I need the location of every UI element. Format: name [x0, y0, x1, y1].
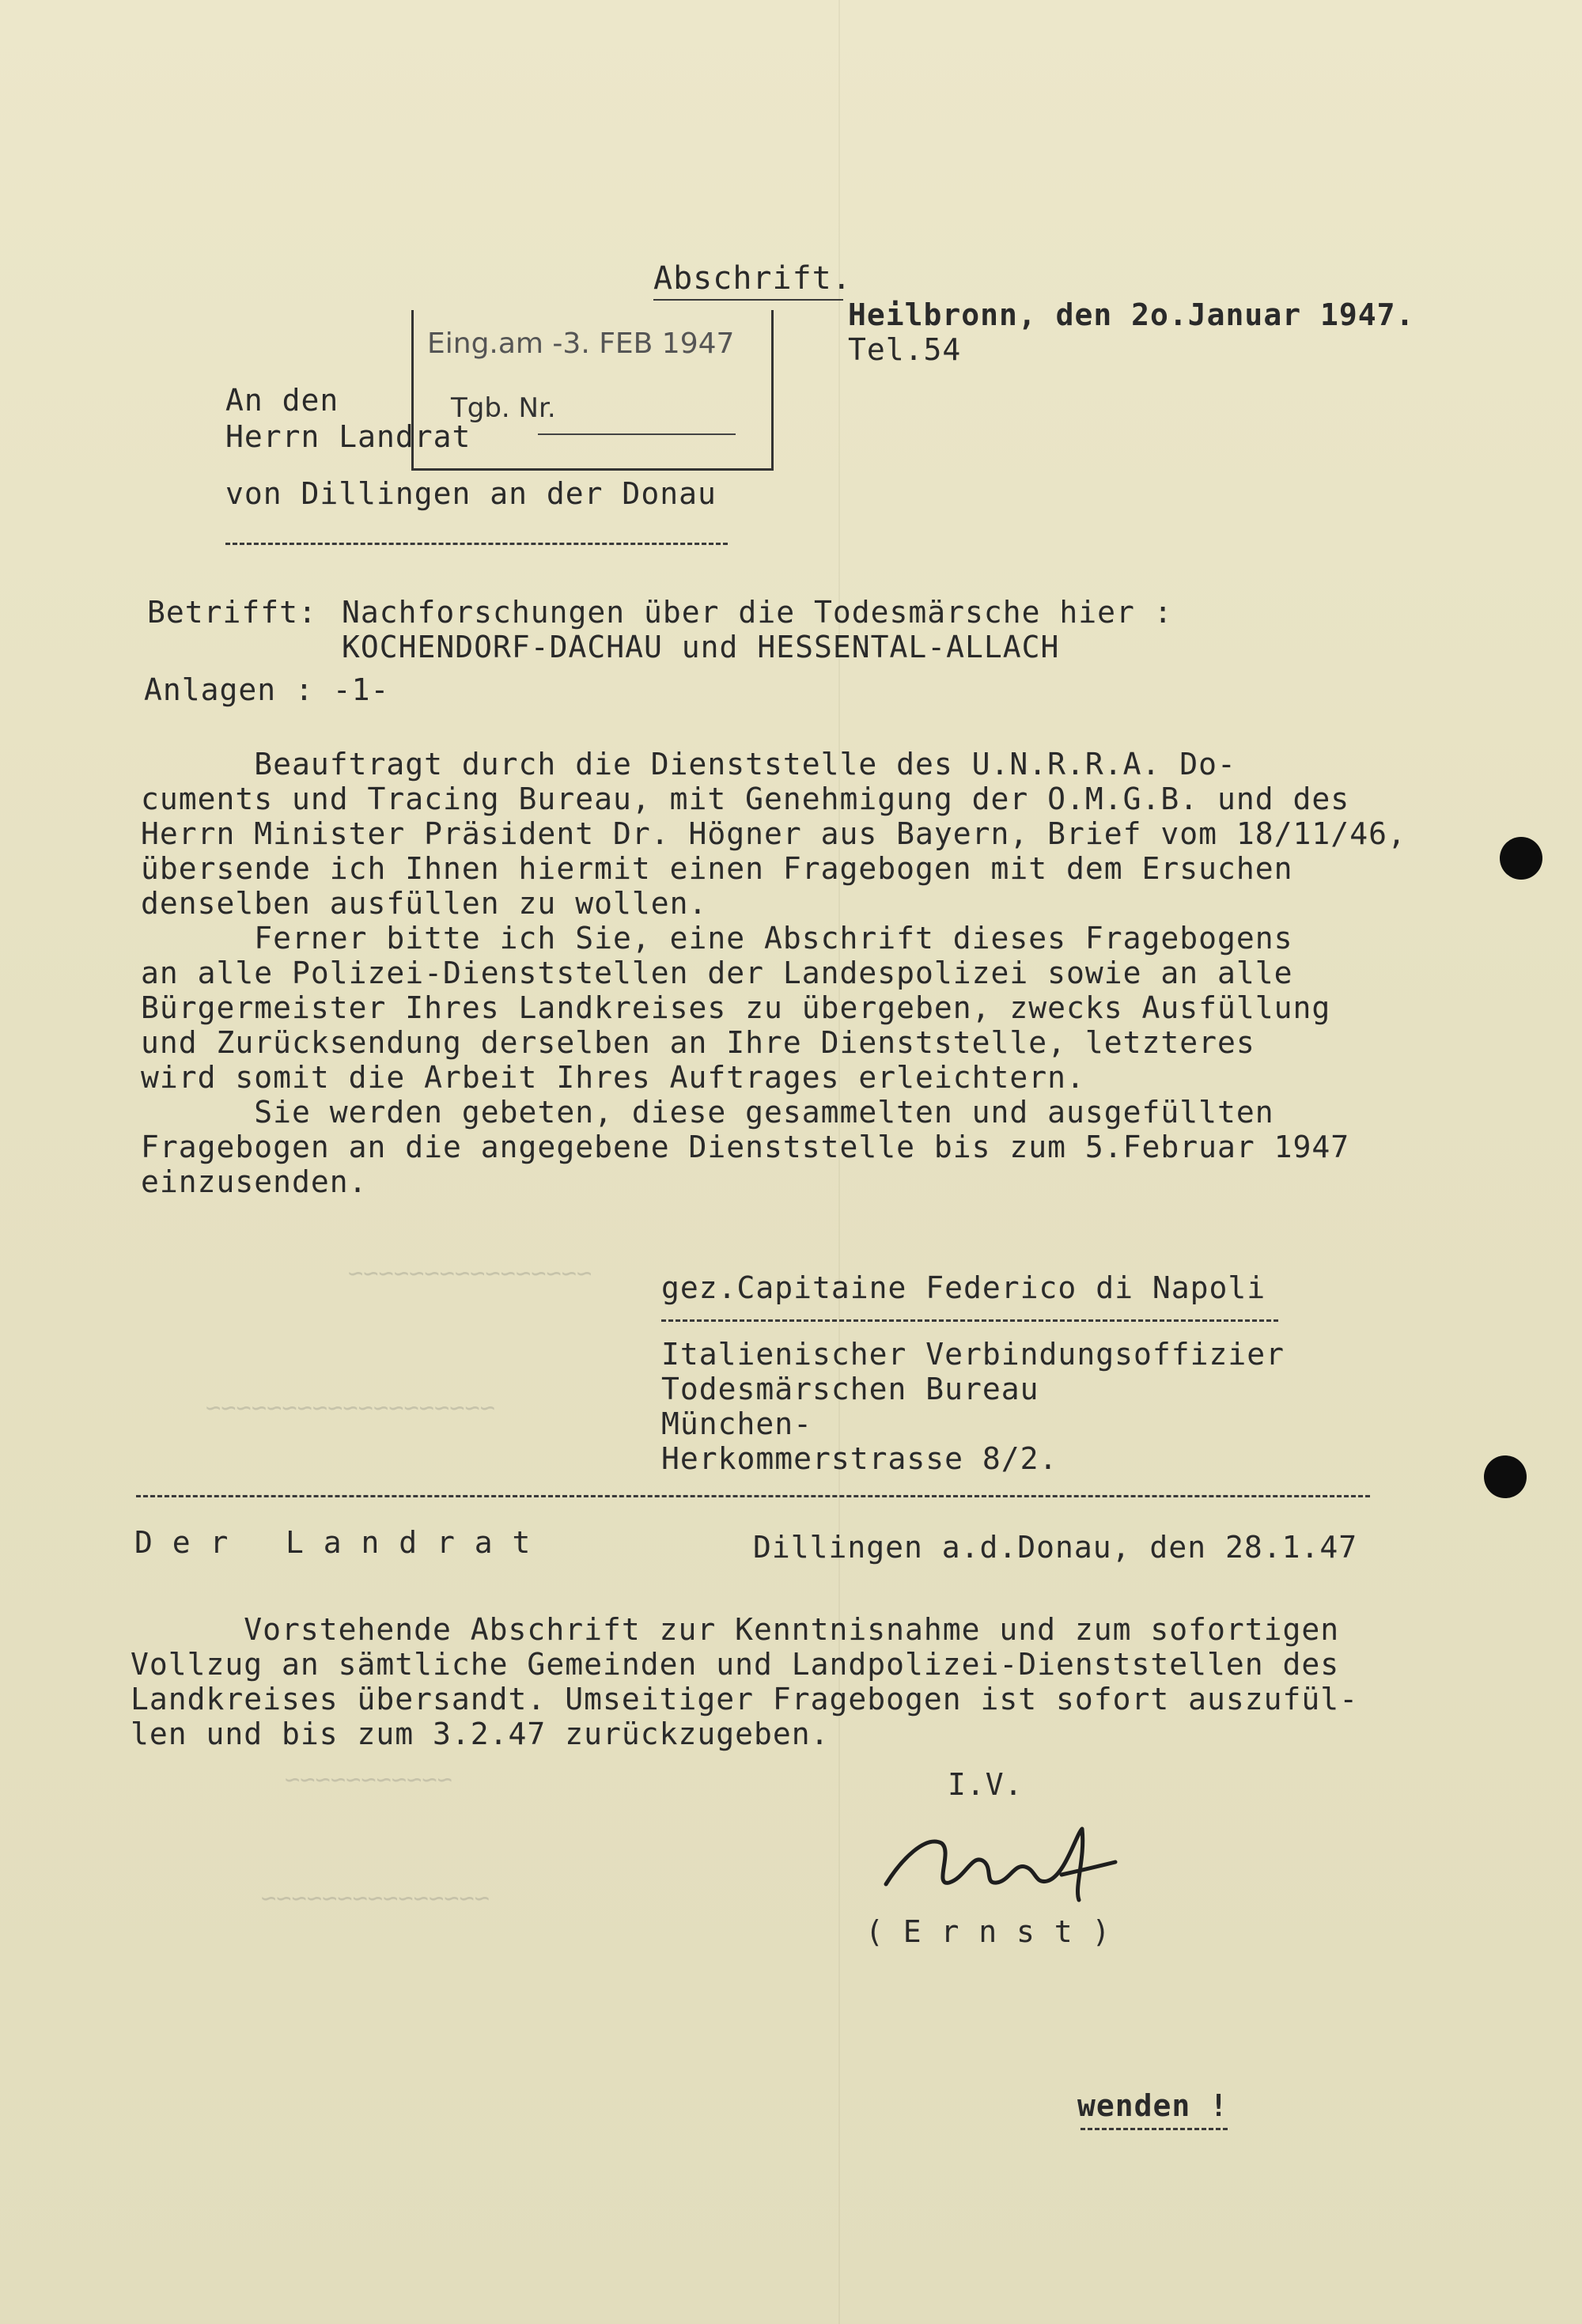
landrat-place-date: Dillingen a.d.Donau, den 28.1.47: [753, 1530, 1358, 1565]
body-line: wird somit die Arbeit Ihres Auftrages erleichtern.: [141, 1060, 1085, 1095]
landrat-heading: D e r L a n d r a t: [134, 1525, 532, 1560]
body-line: einzusenden.: [141, 1164, 368, 1199]
recipient-line-3: von Dillingen an der Donau: [225, 476, 717, 511]
recipient-line-1: An den: [225, 383, 339, 418]
stamp-tgb-line: [538, 433, 736, 435]
body-line: Ferner bitte ich Sie, eine Abschrift dieses Fragebogens: [141, 921, 1293, 956]
signer-title: Italienischer Verbindungsoffizier: [661, 1337, 1285, 1372]
body-line: Sie werden gebeten, diese gesammelten und ausgefüllten: [141, 1095, 1274, 1130]
punch-hole-top: [1500, 837, 1542, 880]
recipient-divider: [225, 543, 728, 545]
punch-hole-bottom: [1484, 1455, 1527, 1498]
body-line: Herrn Minister Präsident Dr. Högner aus Bayern, Brief vom 18/11/46,: [141, 816, 1406, 851]
iv-label: I.V.: [948, 1767, 1024, 1802]
body-line: denselben ausfüllen zu wollen.: [141, 886, 708, 921]
stamp-received-date: Eing.am -3. FEB 1947: [427, 327, 735, 360]
handwritten-signature: [878, 1811, 1131, 1914]
signed-by: gez.Capitaine Federico di Napoli: [661, 1270, 1266, 1305]
signed-by-underline: [661, 1319, 1278, 1322]
body-line: cuments und Tracing Bureau, mit Genehmigung der O.M.G.B. und des: [141, 782, 1350, 816]
location-date: Heilbronn, den 2o.Januar 1947.: [848, 297, 1415, 332]
signer-office: Todesmärschen Bureau: [661, 1372, 1039, 1406]
signer-name: ( E r n s t ): [865, 1914, 1111, 1949]
document-title: Abschrift.: [653, 260, 852, 297]
body-line: übersende ich Ihnen hiermit einen Fragebogen mit dem Ersuchen: [141, 851, 1293, 886]
subject-label: Betrifft:: [147, 595, 317, 630]
telephone: Tel.54: [848, 332, 962, 367]
landrat-body-line: Vollzug an sämtliche Gemeinden und Landpolizei-Dienststellen des: [131, 1647, 1340, 1682]
body-line: und Zurücksendung derselben an Ihre Dienststelle, letzteres: [141, 1025, 1255, 1060]
subject-line-1: Nachforschungen über die Todesmärsche hier :: [342, 595, 1173, 630]
showthrough-mark: ~~~~~~~~~~~~~~~: [261, 1883, 490, 1913]
body-line: an alle Polizei-Dienststellen der Landespolizei sowie an alle: [141, 956, 1293, 990]
stamp-tgb-number: Tgb. Nr.: [451, 392, 556, 424]
showthrough-mark: ~~~~~~~~~~~: [285, 1764, 452, 1794]
signer-street: Herkommerstrasse 8/2.: [661, 1441, 1058, 1476]
landrat-body-line: len und bis zum 3.2.47 zurückzugeben.: [131, 1717, 830, 1751]
recipient-line-2: Herrn Landrat: [225, 419, 471, 454]
showthrough-mark: ~~~~~~~~~~~~~~~~~~~: [206, 1392, 496, 1422]
body-line: Beauftragt durch die Dienststelle des U.N.R.R.A. Do-: [141, 747, 1236, 782]
landrat-body-line: Vorstehende Abschrift zur Kenntnisnahme und zum sofortigen: [131, 1612, 1340, 1647]
section-divider: [136, 1495, 1370, 1497]
showthrough-mark: ~~~~~~~~~~~~~~~~: [348, 1258, 592, 1288]
turn-over-note: wenden !: [1077, 2088, 1229, 2123]
letter-body: [141, 747, 1406, 1199]
subject-line-2: KOCHENDORF-DACHAU und HESSENTAL-ALLACH: [342, 630, 1060, 664]
signer-city: München-: [661, 1406, 813, 1441]
body-line: Fragebogen an die angegebene Dienststelle bis zum 5.Februar 1947: [141, 1130, 1350, 1164]
landrat-body: [131, 1612, 1358, 1751]
landrat-body-line: Landkreises übersandt. Umseitiger Fragebogen ist sofort auszufül-: [131, 1682, 1359, 1717]
turn-over-underline: [1081, 2128, 1228, 2130]
title-underline: [653, 299, 843, 301]
attachments: Anlagen : -1-: [144, 672, 390, 707]
body-line: Bürgermeister Ihres Landkreises zu übergeben, zwecks Ausfüllung: [141, 990, 1331, 1025]
